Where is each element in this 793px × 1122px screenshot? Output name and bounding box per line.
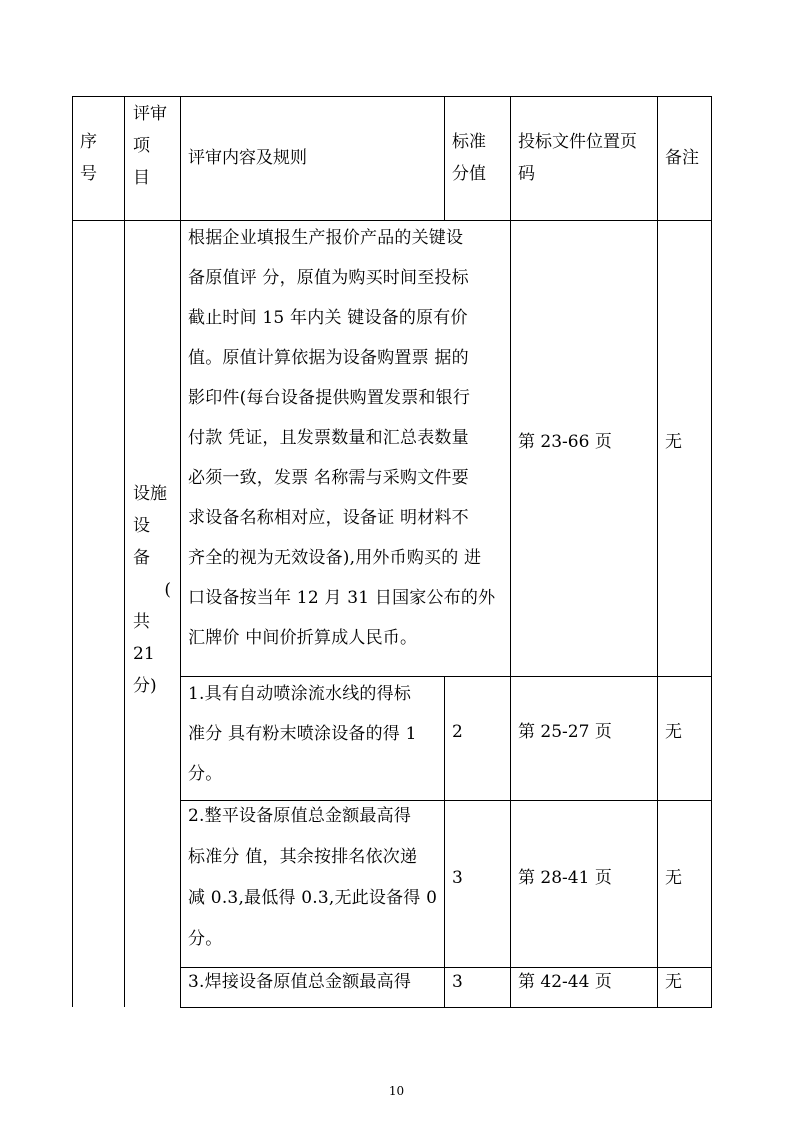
header-score-line: 标准 <box>452 132 486 152</box>
content-line: 备原值评 分，原值为购买时间至投标 <box>188 268 469 288</box>
row3-remark: 无 <box>665 868 682 888</box>
header-seq-line: 号 <box>80 164 97 184</box>
header-seq-line: 序 <box>80 132 97 152</box>
header-location-line: 码 <box>518 164 535 184</box>
category-line: 设 <box>133 516 150 536</box>
content-line: 必须一致，发票 名称需与采购文件要 <box>188 468 469 488</box>
row4-content: 3.焊接设备原值总金额最高得 <box>188 972 412 992</box>
content-line: 影印件(每台设备提供购置发票和银行 <box>188 388 471 408</box>
row3-content <box>188 800 437 955</box>
category-label <box>133 478 175 702</box>
row3-location: 第 28-41 页 <box>518 868 612 888</box>
header-content: 评审内容及规则 <box>188 148 307 168</box>
table-top-border <box>72 96 712 97</box>
content-line: 口设备按当年 12 月 31 日国家公布的外 <box>188 588 496 608</box>
header-location <box>518 126 637 190</box>
content-line: 2.整平设备原值总金额最高得 <box>188 806 412 826</box>
col-left-border <box>72 96 73 1007</box>
row1-bottom-border <box>180 676 712 677</box>
content-line: 求设备名称相对应，设备证 明材料不 <box>188 508 469 528</box>
category-line: 设施 <box>133 484 167 504</box>
header-remark: 备注 <box>665 148 699 168</box>
category-line: ( <box>164 580 171 600</box>
row4-score: 3 <box>452 972 463 992</box>
row4-bottom-border <box>180 1007 712 1008</box>
content-line: 标准分 值，其余按排名依次递 <box>188 847 418 867</box>
content-line: 值。原值计算依据为设备购置票 据的 <box>188 348 469 368</box>
row2-location: 第 25-27 页 <box>518 722 612 742</box>
header-score <box>452 126 486 190</box>
category-line: 共 <box>133 612 150 632</box>
col-location-divider <box>657 96 658 1007</box>
header-bottom-border <box>72 220 712 221</box>
row2-remark: 无 <box>665 722 682 742</box>
header-item-line: 评审 <box>133 104 167 124</box>
content-line: 1.具有自动喷涂流水线的得标 <box>188 684 412 704</box>
col-right-border <box>711 96 712 1007</box>
content-line: 准分 具有粉末喷涂设备的得 1 <box>188 724 417 744</box>
content-line: 付款 凭证，且发票数量和汇总表数量 <box>188 428 469 448</box>
col-content-divider-body <box>444 676 445 1007</box>
row1-content <box>188 222 495 654</box>
page-number: 10 <box>388 1084 405 1098</box>
row1-remark: 无 <box>665 432 682 452</box>
header-score-line: 分值 <box>452 164 486 184</box>
category-line: 21 <box>133 644 155 664</box>
row4-location: 第 42-44 页 <box>518 972 612 992</box>
col-score-divider <box>510 96 511 1007</box>
row2-score: 2 <box>452 722 463 742</box>
col-seq-divider <box>124 96 125 1007</box>
content-line: 根据企业填报生产报价产品的关键设 <box>188 228 464 248</box>
content-line: 截止时间 15 年内关 键设备的原有价 <box>188 308 468 328</box>
content-line: 汇牌价 中间价折算成人民币。 <box>188 628 418 648</box>
header-item-line: 项 <box>133 136 150 156</box>
content-line: 减 0.3,最低得 0.3,无此设备得 0 <box>188 888 438 908</box>
content-line: 分。 <box>188 929 223 949</box>
content-line: 分。 <box>188 764 223 784</box>
content-line: 齐全的视为无效设备),用外币购买的 进 <box>188 548 482 568</box>
row2-content <box>188 678 417 790</box>
category-line: 备 <box>133 548 150 568</box>
header-item <box>133 98 167 194</box>
row4-remark: 无 <box>665 972 682 992</box>
category-line: 分) <box>133 676 157 696</box>
header-item-line: 目 <box>133 168 150 188</box>
col-content-divider-header <box>444 96 445 220</box>
row1-location: 第 23-66 页 <box>518 432 612 452</box>
row3-score: 3 <box>452 868 463 888</box>
header-seq <box>80 126 97 190</box>
header-location-line: 投标文件位置页 <box>518 132 637 152</box>
col-item-divider <box>180 96 181 1007</box>
